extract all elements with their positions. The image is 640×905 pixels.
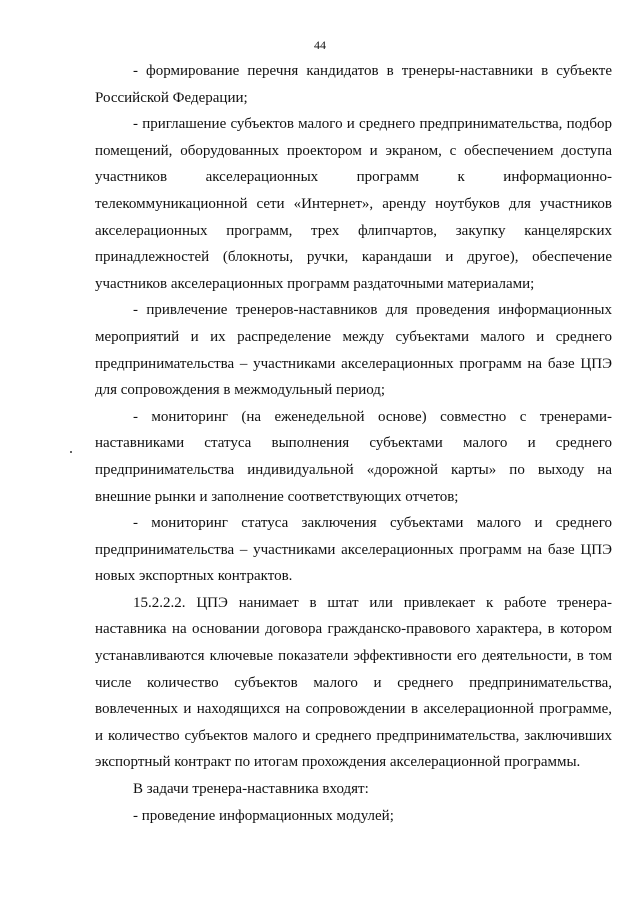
document-body [95, 58, 612, 829]
paragraph-candidate-list: - формирование перечня кандидатов в тренеры-наставники в субъекте Российской Федерации; [95, 63, 612, 106]
paragraph-contracts-monitoring: - мониторинг статуса заключения субъектами малого и среднего предпринимательства – участниками акселерационных программ на базе ЦПЭ новых экспортных контрактов. [95, 515, 612, 585]
page-number: 44 [314, 38, 326, 52]
paragraph-invitation-and-premises: - приглашение субъектов малого и среднего предпринимательства, подбор помещений, оборудованных проектором и экраном, с обеспечением доступа участников акселерационных программ к информационно-телекоммуникационной сети «Интернет», аренду ноутбуков для участников акселерационных программ, трех флипчартов, закупку канцелярских принадлежностей (блокноты, ручки, карандаши и другое), обеспечение участников акселерационных программ раздаточными материалами; [95, 116, 612, 292]
paragraph-trainers-engagement: - привлечение тренеров-наставников для проведения информационных мероприятий и их распределение между субъектами малого и среднего предпринимательства – участниками акселерационных программ на базе ЦПЭ для сопровождения в межмодульный период; [95, 302, 612, 399]
paragraph-information-modules: - проведение информационных модулей; [133, 807, 394, 824]
paragraph-section-15-2-2-2: 15.2.2.2. ЦПЭ нанимает в штат или привлекает к работе тренера-наставника на основании договора гражданско-правового характера, в котором устанавливаются ключевые показатели эффективности его деятельности, в том числе количество субъектов малого и среднего предпринимательства, вовлеченных и находящихся на сопровождении в акселерационной программе, и количество субъектов малого и среднего предпринимательства, заключивших экспортный контракт по итогам прохождения акселерационной программы. [95, 594, 612, 771]
scan-speck [70, 451, 72, 453]
paragraph-weekly-monitoring: - мониторинг (на еженедельной основе) совместно с тренерами-наставниками статуса выполнения субъектами малого и среднего предпринимательства индивидуальной «дорожной карты» по выходу на внешние рынки и заполнение соответствующих отчетов; [95, 408, 612, 505]
paragraph-mentor-tasks-intro: В задачи тренера-наставника входят: [133, 781, 369, 798]
